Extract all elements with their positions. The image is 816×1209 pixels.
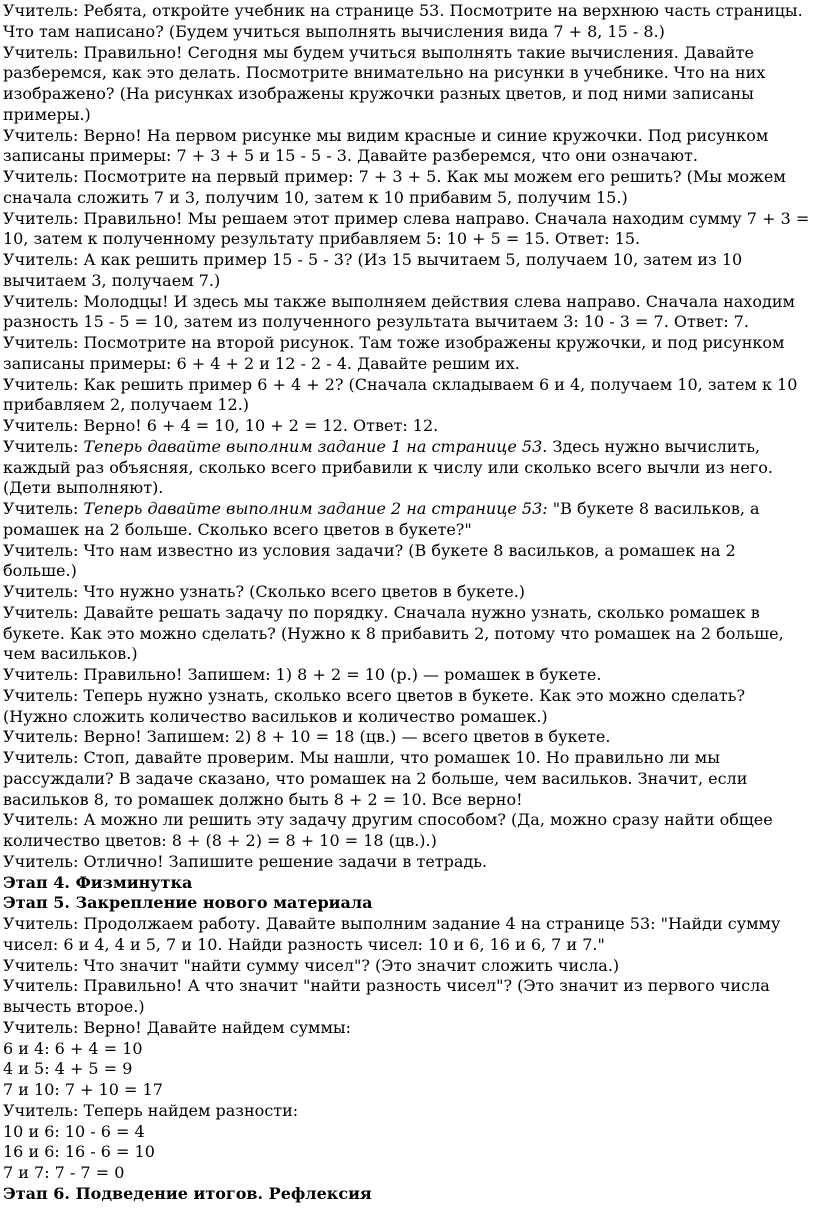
dialogue-paragraph [3, 976, 812, 1018]
dialogue-paragraph [3, 1059, 812, 1080]
paragraph-text: Учитель: Верно! Давайте найдем суммы: [3, 1017, 352, 1037]
heading-text: Этап 6. Подведение итогов. Рефлексия [3, 1183, 372, 1203]
dialogue-paragraph [3, 1101, 812, 1122]
dialogue-paragraph [3, 167, 812, 209]
paragraph-text: Учитель: Правильно! Мы решаем этот пример слева направо. Сначала находим сумму 7 + 3 = 10, затем к полученному результату прибавляем 5: 10 + 5 = 15. Ответ: 15. [3, 208, 810, 249]
paragraph-text: 10 и 6: 10 - 6 = 4 [3, 1121, 145, 1141]
paragraph-text: Учитель: Стоп, давайте проверим. Мы нашли, что ромашек 10. Но правильно ли мы рассуждали? В задаче сказано, что ромашек на 2 больше, чем васильков. Значит, если васильков 8, то ромашек должно быть 8 + 2 = 10. Все верно! [3, 748, 748, 809]
dialogue-paragraph [3, 1142, 812, 1163]
dialogue-paragraph [3, 582, 812, 603]
paragraph-text: Здесь нужно вычислить, каждый раз объясняя, сколько всего прибавили к числу или сколько всего вычли из него. (Дети выполняют). [3, 436, 773, 498]
dialogue-paragraph [3, 686, 812, 728]
paragraph-text: 16 и 6: 16 - 6 = 10 [3, 1142, 155, 1162]
dialogue-paragraph [3, 1122, 812, 1143]
dialogue-paragraph [3, 126, 812, 168]
paragraph-text: Учитель: Правильно! Сегодня мы будем учиться выполнять такие вычисления. Давайте разберемся, как это делать. Посмотрите внимательно на рисунки в учебнике. Что на них изображено? (На рисунках изображены кружочки разных цветов, и под ними записаны примеры.) [3, 42, 766, 124]
paragraph-text: Учитель: Давайте решать задачу по порядку. Сначала нужно узнать, сколько ромашек в букете. Как это можно сделать? (Нужно к 8 прибавить 2, потому что ромашек на 2 больше, чем васильков.) [3, 602, 784, 664]
paragraph-text: 4 и 5: 4 + 5 = 9 [3, 1059, 133, 1079]
dialogue-paragraph [3, 1018, 812, 1039]
paragraph-text: 7 и 7: 7 - 7 = 0 [3, 1163, 125, 1182]
heading-text: Этап 4. Физминутка [3, 872, 193, 892]
section-heading [3, 1184, 812, 1205]
paragraph-text: Учитель: Правильно! Запишем: 1) 8 + 2 = 10 (р.) — ромашек в букете. [3, 665, 602, 684]
dialogue-paragraph [3, 1163, 812, 1184]
dialogue-paragraph [3, 541, 812, 583]
paragraph-text: Учитель: Верно! 6 + 4 = 10, 10 + 2 = 12. Ответ: 12. [3, 416, 439, 435]
dialogue-paragraph [3, 727, 812, 748]
dialogue-paragraph [3, 416, 812, 437]
dialogue-paragraph [3, 250, 812, 292]
paragraph-text: Учитель: Посмотрите на второй рисунок. Там тоже изображены кружочки, и под рисунком записаны примеры: 6 + 4 + 2 и 12 - 2 - 4. Давайте решим их. [3, 333, 785, 373]
dialogue-paragraph [3, 810, 812, 852]
paragraph-text: Учитель: [3, 436, 84, 456]
dialogue-paragraph [3, 1039, 812, 1060]
dialogue-paragraph [3, 665, 812, 686]
paragraph-text: Учитель: Что нам известно из условия задачи? (В букете 8 васильков, а ромашек на 2 больше.) [3, 540, 736, 581]
dialogue-paragraph [3, 914, 812, 956]
dialogue-paragraph [3, 956, 812, 977]
paragraph-text: Учитель: Верно! Запишем: 2) 8 + 10 = 18 (цв.) — всего цветов в букете. [3, 727, 611, 747]
dialogue-paragraph [3, 209, 812, 251]
paragraph-text: "В букете 8 васильков, а ромашек на 2 больше. Сколько всего цветов в букете?" [3, 499, 760, 539]
dialogue-paragraph [3, 375, 812, 417]
heading-text: Этап 5. Закрепление нового материала [3, 893, 373, 913]
dialogue-paragraph [3, 292, 812, 334]
paragraph-text: Учитель: Верно! На первом рисунке мы видим красные и синие кружочки. Под рисунком записаны примеры: 7 + 3 + 5 и 15 - 5 - 3. Давайте разберемся, что они означают. [3, 125, 769, 166]
paragraph-text: Учитель: Что нужно узнать? (Сколько всего цветов в букете.) [3, 582, 526, 601]
dialogue-paragraph [3, 437, 812, 499]
dialogue-paragraph [3, 333, 812, 375]
paragraph-text: Учитель: Что значит "найти сумму чисел"? (Это значит сложить числа.) [3, 955, 620, 975]
paragraph-text: 6 и 4: 6 + 4 = 10 [3, 1038, 143, 1058]
paragraph-text: Учитель: Ребята, откройте учебник на странице 53. Посмотрите на верхнюю часть страницы. Что там написано? (Будем учиться выполнять вычисления вида 7 + 8, 15 - 8.) [3, 1, 803, 41]
paragraph-text: Учитель: Теперь нужно узнать, сколько всего цветов в букете. Как это можно сделать? (Нужно сложить количество васильков и количество ромашек.) [3, 685, 746, 726]
dialogue-paragraph [3, 603, 812, 665]
dialogue-paragraph [3, 43, 812, 126]
section-heading [3, 893, 812, 914]
paragraph-text: Учитель: Молодцы! И здесь мы также выполняем действия слева направо. Сначала находим разность 15 - 5 = 10, затем из полученного результата вычитаем 3: 10 - 3 = 7. Ответ: 7. [3, 291, 795, 332]
paragraph-text: Учитель: [3, 499, 84, 518]
task-reference: Теперь давайте выполним задание 2 на странице 53: [83, 499, 548, 518]
paragraph-text: Учитель: Отлично! Запишите решение задачи в тетрадь. [3, 851, 488, 871]
section-heading [3, 873, 812, 894]
paragraph-text: Учитель: А как решить пример 15 - 5 - 3? (Из 15 вычитаем 5, получаем 10, затем из 10 вычитаем 3, получаем 7.) [3, 250, 743, 290]
dialogue-paragraph [3, 852, 812, 873]
paragraph-text: Учитель: Правильно! А что значит "найти разность чисел"? (Это значит из первого числа вычесть второе.) [3, 976, 770, 1016]
paragraph-text: Учитель: Посмотрите на первый пример: 7 + 3 + 5. Как мы можем его решить? (Мы можем сначала сложить 7 и 3, получим 10, затем к 10 прибавим 5, получим 15.) [3, 167, 786, 207]
paragraph-text: Учитель: Как решить пример 6 + 4 + 2? (Сначала складываем 6 и 4, получаем 10, затем к 10 прибавляем 2, получаем 12.) [3, 374, 798, 415]
dialogue-paragraph [3, 499, 812, 541]
task-reference: Теперь давайте выполним задание 1 на странице 53. [83, 436, 548, 456]
paragraph-text: 7 и 10: 7 + 10 = 17 [3, 1080, 163, 1099]
dialogue-paragraph [3, 1080, 812, 1101]
dialogue-paragraph [3, 1, 812, 43]
paragraph-text: Учитель: А можно ли решить эту задачу другим способом? (Да, можно сразу найти общее количество цветов: 8 + (8 + 2) = 8 + 10 = 18 (цв.).) [3, 810, 773, 850]
dialogue-paragraph [3, 748, 812, 810]
paragraph-text: Учитель: Продолжаем работу. Давайте выполним задание 4 на странице 53: "Найди сумму чисел: 6 и 4, 4 и 5, 7 и 10. Найди разность чисел: 10 и 6, 16 и 6, 7 и 7." [3, 914, 781, 954]
paragraph-text: Учитель: Теперь найдем разности: [3, 1100, 299, 1120]
